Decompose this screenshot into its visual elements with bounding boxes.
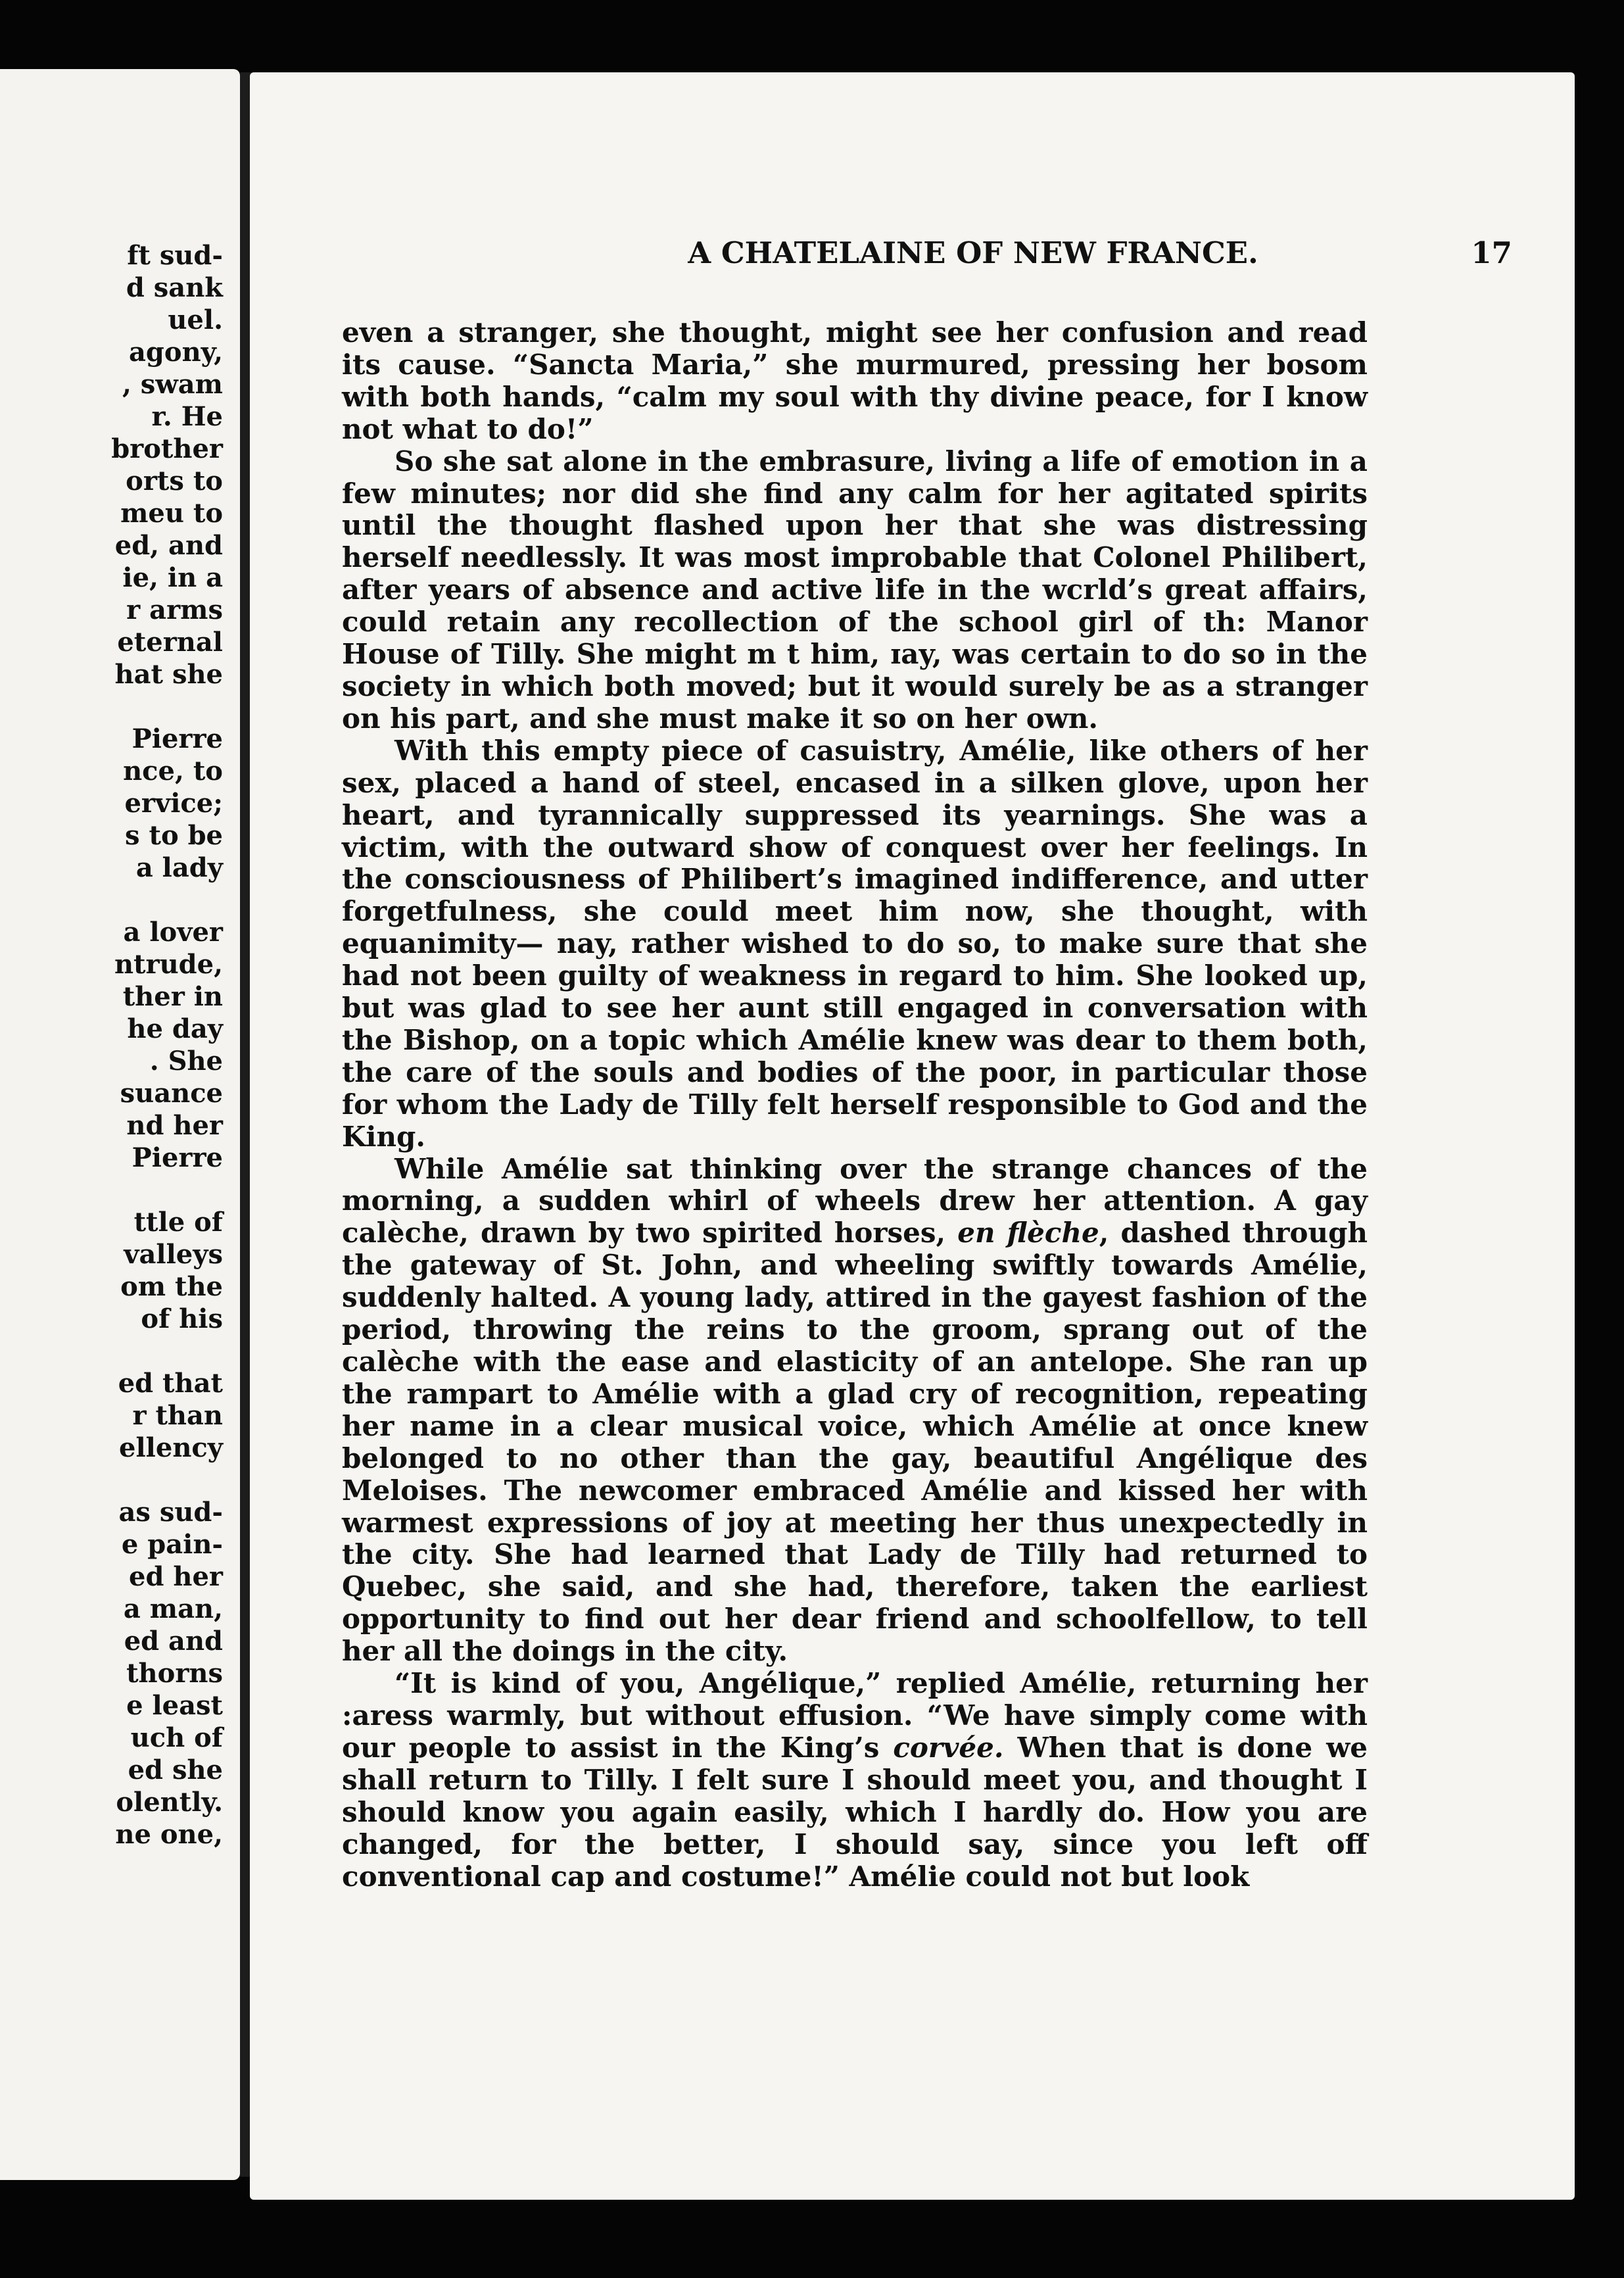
left-page-line: ed, and [114,530,223,561]
left-page-line: d sank [126,272,223,303]
left-page-line: ne one, [115,1819,223,1850]
text-run: , dashed through the gateway of St. John, and wheeling swiftly towards Amélie, suddenly halted. A young lady, attired in the gayest fashion of the period, throwing the reins to the groom, sprang out of the calèche with the ease and elasticity of an antelope. She ran up the rampart to Amélie with a glad cry of recognition, repeating her name in a clear musical voice, which Amélie at once knew belonged to no other than the gay, beautiful Angélique des Meloises. The newcomer embraced Amélie and kissed her with warmest expressions of joy at meeting her thus unexpectedly in the city. She had learned that Lady de Tilly had returned to Quebec, she said, and she had, therefore, taken the earliest opportunity to find out her dear friend and schoolfellow, to tell her all the doings in the city. [342,1217,1368,1668]
left-page [0,69,240,2180]
left-page-line: om the [120,1271,223,1302]
italic-text: en flèche [957,1217,1099,1249]
text-run: While Amélie sat thinking over the strange chances of the morning, a sudden whirl of wheels drew her attention. A gay calèche, drawn by two spirited horses, [342,1152,1368,1249]
left-page-line: orts to [126,466,223,497]
left-page-line: uel. [168,304,223,335]
left-page-line: ttle of [133,1207,223,1238]
left-page-line: r. He [151,401,223,432]
left-page-line: suance [120,1078,223,1109]
left-page-line: r arms [126,594,223,625]
left-page-line: as sud- [118,1497,223,1528]
left-page-line: Pierre [131,723,223,754]
left-page-line: ed and [124,1626,223,1657]
text-run: even a stranger, she thought, might see her confusion and read its cause. “Sancta Maria,” she murmured, pressing her bosom with both hands, “calm my soul with thy divine peace, for I know not what to do!” [342,316,1368,445]
left-page-line: Pierre [131,1142,223,1173]
left-page-line: e pain- [121,1529,223,1560]
left-page-line: meu to [120,498,223,529]
left-page-line: ther in [122,981,223,1012]
left-page-line: valleys [124,1239,223,1270]
left-page-line: ft sud- [127,240,223,271]
left-page-line: a lady [135,852,223,883]
left-page-line: ed her [129,1561,223,1592]
left-page-line: olently. [116,1787,223,1818]
left-page-line: s to be [125,820,223,851]
left-page-line: e least [126,1690,223,1721]
left-page-line: ervice; [124,788,223,819]
text-run: When that is done we shall return to Tilly. I felt sure I should meet you, and thought I should know you again easily, which I hardly do. How you are changed, for the better, I should say, since you left off conventional cap and costume!” Amélie could not but look [342,1731,1368,1893]
text-run: So she sat alone in the embrasure, living a life of emotion in a few minutes; nor did she find any calm for her agitated spirits until the thought flashed upon her that she was distressing herself needlessly. It was most improbable that Colonel Philibert, after years of absence and active life in the wcrld’s great affairs, could retain any recollection of the school girl of th: Manor House of Tilly. She might m t him, ɪay, was certain to do so in the society in which both moved; but it would surely be as a stranger on his part, and she must make it so on her own. [342,445,1368,735]
page-number: 17 [1471,235,1512,270]
left-page-line: ed she [128,1755,223,1785]
left-page-line: brother [111,433,223,464]
text-run: “It is kind of you, Angélique,” replied Amélie, returning her :aress warmly, but without effusion. “We have simply come with our people to assist in the King’s [342,1667,1368,1764]
running-head: A CHATELAINE OF NEW FRANCE. [688,235,1258,270]
body-text [342,317,1368,1893]
paragraph [342,317,1368,446]
left-page-line: a man, [123,1593,223,1624]
left-page-line: nce, to [123,756,223,787]
left-page-line: r than [132,1400,223,1431]
left-page-line: ntrude, [114,949,223,980]
left-page-line: ie, in a [122,562,223,593]
text-run: With this empty piece of casuistry, Amélie, like others of her sex, placed a hand of steel, encased in a silken glove, upon her heart, and tyrannically suppressed its yearnings. She was a victim, with the outward show of conquest over her feelings. In the consciousness of Philibert’s imagined indifference, and utter forgetfulness, she could meet him now, she thought, with equanimity— nay, rather wished to do so, to make sure that she had not been guilty of weakness in regard to him. She looked up, but was glad to see her aunt still engaged in conversation with the Bishop, on a topic which Amélie knew was dear to them both, the care of the souls and bodies of the poor, in particular those for whom the Lady de Tilly felt herself responsible to God and the King. [342,734,1368,1153]
left-page-line: ed that [118,1368,223,1399]
left-page-line: a lover [123,917,223,948]
paragraph [342,1153,1368,1668]
left-page-line: thorns [126,1658,223,1689]
left-page-line: he day [127,1013,223,1044]
left-page-line: hat she [114,659,223,690]
left-page-line: eternal [117,627,223,658]
right-page [250,72,1575,2200]
paragraph [342,1668,1368,1893]
left-page-line: uch of [130,1722,223,1753]
paragraph [342,735,1368,1153]
left-page-line: , swam [122,369,223,400]
paragraph [342,446,1368,735]
italic-text: corvée. [893,1731,1004,1764]
left-page-line: agony, [129,337,223,368]
left-page-line: nd her [126,1110,223,1141]
left-page-line: . She [149,1046,223,1077]
left-page-line: of his [141,1303,223,1334]
left-page-line: ellency [119,1432,223,1463]
